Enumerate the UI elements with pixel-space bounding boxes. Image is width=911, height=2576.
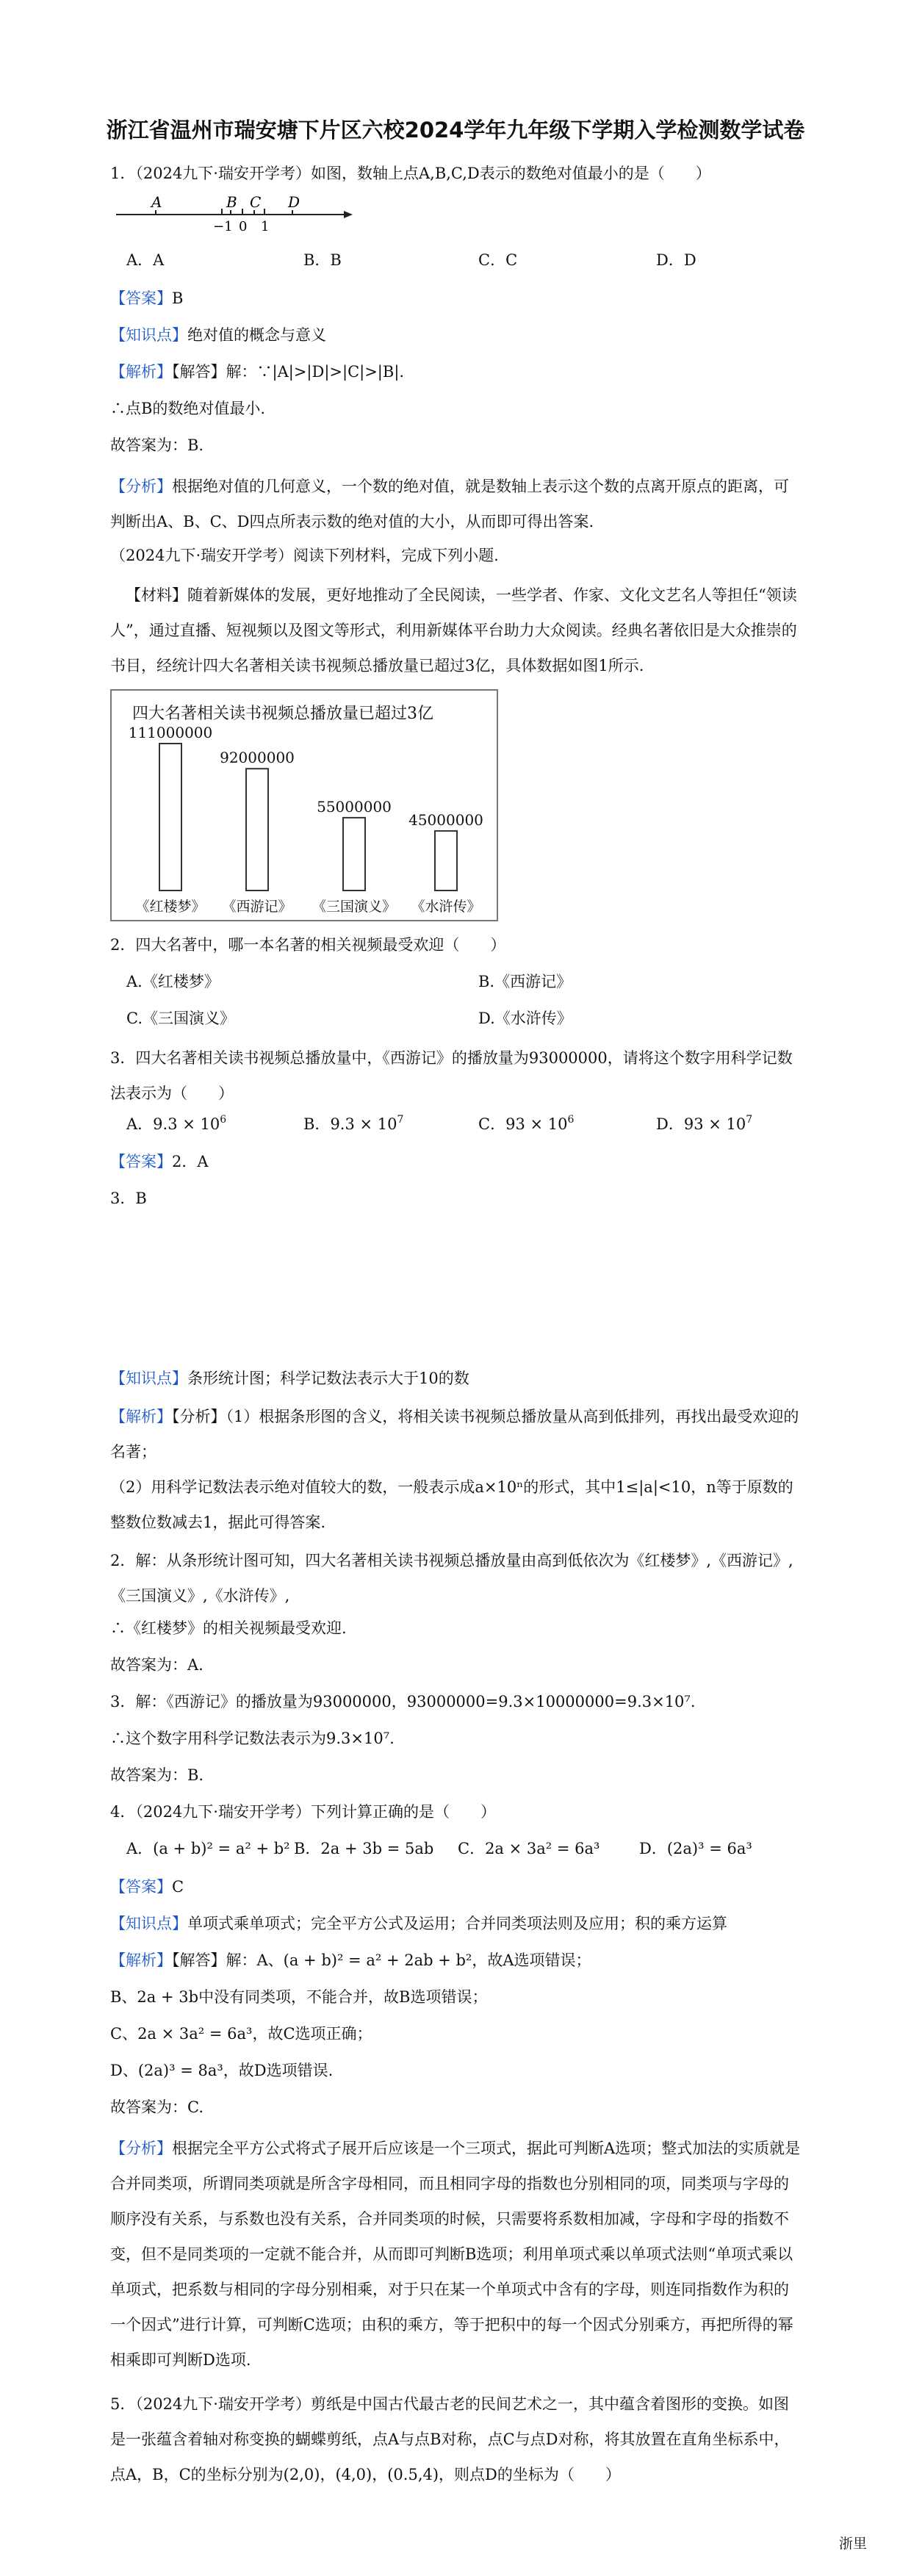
- q1-option-d: D．D: [656, 251, 696, 269]
- material-intro: （2024九下·瑞安开学考）阅读下列材料，完成下列小题.: [110, 547, 499, 564]
- q4-option-c: C．2a × 3a² = 6a³: [458, 1840, 600, 1857]
- q5-stem: 5．（2024九下·瑞安开学考）剪纸是中国古代最古老的民间艺术之一，其中蕴含着图形的变换。如图是一张蕴含着轴对称变换的蝴蝶剪纸，点A与点B对称，点C与点D对称，将其放置在直角坐标系中，点A，B，C的坐标分别为(2,0)，(4,0)，(0.5,4)，则点D的坐标为（ ）: [110, 2395, 790, 2483]
- bar-value-label: 45000000: [408, 810, 483, 829]
- category-label: 《西游记》: [222, 899, 292, 915]
- point-b-label: B: [226, 193, 237, 211]
- q1-analysis: [110, 469, 801, 539]
- q2-solution-a: 2．解：从条形统计图可知，四大名著相关读书视频总播放量由高到低依次为《红楼梦》,《西游记》,《三国演义》,《水浒传》,: [110, 1552, 793, 1605]
- q2-option-d: D.《水浒传》: [478, 1010, 572, 1027]
- knowledge-tag: 【知识点】: [110, 1370, 187, 1387]
- q3-stem: 3．四大名著相关读书视频总播放量中，《西游记》的播放量为93000000，请将这个数字用科学记数法表示为（ ）: [110, 1049, 793, 1102]
- q1-answer: [110, 287, 801, 310]
- category-label: 《水浒传》: [411, 899, 481, 915]
- tick-label-minus-one: −1: [213, 219, 233, 234]
- q4-knowledge: [110, 1912, 801, 1935]
- material-text: 【材料】随着新媒体的发展，更好地推动了全民阅读，一些学者、作家、文化文艺名人等担任“领读人”，通过直播、短视频以及图文等形式，利用新媒体平台助力大众阅读。经典名著依旧是大众推崇的书目，经统计四大名著相关读书视频总播放量已超过3亿，具体数据如图1所示.: [110, 586, 797, 674]
- q1-answer-value: B: [172, 289, 184, 307]
- category-label: 《红楼梦》: [135, 899, 206, 915]
- q2-solution-c: 故答案为：A.: [110, 1656, 204, 1674]
- answer-tag: 【答案】: [110, 1153, 172, 1170]
- knowledge-tag: 【知识点】: [110, 1915, 187, 1932]
- q1-option-c: C．C: [478, 251, 518, 269]
- page-footer: 浙里: [838, 2536, 867, 2552]
- q23-solution-text: 【分析】（1）根据条形图的含义，将相关读书视频总播放量从高到低排列，再找出最受欢迎的名著；: [110, 1408, 799, 1461]
- q4-solution-end: 故答案为：C.: [110, 2098, 204, 2116]
- q4-knowledge-text: 单项式乘单项式；完全平方公式及运用；合并同类项法则及应用；积的乘方运算: [187, 1915, 727, 1932]
- bar: [246, 769, 268, 891]
- category-label: 《三国演义》: [312, 899, 397, 915]
- answer-tag: 【答案】: [110, 1878, 172, 1896]
- q23-knowledge-text: 条形统计图；科学记数法表示大于10的数: [187, 1370, 469, 1387]
- q4-option-d: D．(2a)³ = 6a³: [639, 1840, 752, 1857]
- q4-solution-b: B、2a + 3b中没有同类项，不能合并，故B选项错误；: [110, 1988, 488, 2006]
- q4-option-a: A．(a + b)² = a² + b²: [126, 1840, 290, 1857]
- q2-option-b: B.《西游记》: [478, 973, 572, 990]
- q3-solution-a: 3．解：《西游记》的播放量为93000000，93000000=9.3×10000000=9.3×10⁷.: [110, 1693, 696, 1710]
- q2-solution-b: ∴《红楼梦》的相关视频最受欢迎.: [110, 1619, 347, 1637]
- bar-value-label: 111000000: [128, 724, 213, 741]
- answer-tag: 【答案】: [110, 289, 172, 307]
- q1-option-b: B．B: [303, 251, 342, 269]
- q1-knowledge: [110, 323, 801, 347]
- q1-knowledge-text: 绝对值的概念与意义: [187, 326, 326, 344]
- bar-value-label: 92000000: [220, 749, 295, 767]
- q23-answer: [110, 1150, 801, 1173]
- q3-option-b: B．$9.3 \times 10^7$: [303, 1114, 404, 1133]
- knowledge-tag: 【知识点】: [110, 326, 187, 344]
- bar-chart-svg: [112, 691, 497, 920]
- q3-solution-b: ∴这个数字用科学记数法表示为9.3×10⁷.: [110, 1730, 395, 1747]
- q3-option-a: A．$9.3 \times 10^6$: [126, 1114, 227, 1133]
- bar: [159, 744, 181, 891]
- bar-value-label: 55000000: [317, 797, 392, 816]
- q1-solution: [110, 360, 801, 384]
- bar: [343, 818, 365, 891]
- q23-knowledge: [110, 1367, 801, 1390]
- q23-solution: [110, 1399, 801, 1469]
- tick-label-zero: 0: [239, 219, 248, 234]
- q2-option-a: A.《红楼梦》: [126, 973, 220, 990]
- analysis-tag: 【分析】: [110, 2140, 172, 2157]
- point-c-label: C: [250, 193, 262, 211]
- q1-solution-line3: 故答案为：B.: [110, 436, 204, 454]
- q4-solution-text: 【解答】解：A、(a + b)² = a² + 2ab + b²，故A选项错误；: [172, 1951, 591, 1969]
- q3-option-d: D．$93 \times 10^7$: [656, 1114, 753, 1133]
- q1-option-a: A．A: [126, 251, 165, 269]
- number-line-arrow-icon: [344, 211, 353, 218]
- q4-solution: [110, 1949, 801, 1972]
- analysis-tag: 【分析】: [110, 478, 172, 495]
- solution-tag: 【解析】: [110, 1951, 172, 1969]
- number-line: [110, 193, 360, 237]
- q3-option-c: C．$93 \times 10^6$: [478, 1114, 575, 1133]
- q4-answer: [110, 1875, 801, 1899]
- q1-solution-text: 【解答】解：∵|A|>|D|>|C|>|B|.: [172, 363, 405, 381]
- q4-analysis-text: 根据完全平方公式将式子展开后应该是一个三项式，据此可判断A选项；整式加法的实质就是合并同类项，所谓同类项就是所含字母相同，而且相同字母的指数也分别相同的项，同类项与字母的顺序没有关系，与系数也没有关系，合并同类项的时候，只需要将系数相加减，字母和字母的指数不变，但不是同类项的一定就不能合并，从而即可判断B选项；利用单项式乘以单项式法则“单项式乘以单项式，把系数与相同的字母分别相乘，对于只在某一个单项式中含有的字母，则连同指数作为积的一个因式”进行计算，可判断C选项；由积的乘方，等于把积中的每一个因式分别乘方，再把所得的幂相乘即可判断D选项.: [110, 2140, 801, 2369]
- bar: [435, 831, 457, 891]
- q4-stem: 4．（2024九下·瑞安开学考）下列计算正确的是（ ）: [110, 1803, 496, 1821]
- q2-stem: 2．四大名著中，哪一本名著的相关视频最受欢迎（ ）: [110, 936, 506, 954]
- q4-solution-c: C、2a × 3a² = 6a³，故C选项正确；: [110, 2025, 372, 2043]
- q3-answer-value: 3．B: [110, 1190, 147, 1207]
- q4-answer-value: C: [172, 1878, 184, 1896]
- q3-solution-c: 故答案为：B.: [110, 1766, 204, 1784]
- q2-option-c: C.《三国演义》: [126, 1010, 235, 1027]
- page-title: 浙江省温州市瑞安塘下片区六校2024学年九年级下学期入学检测数学试卷: [106, 118, 805, 143]
- tick-label-one: 1: [261, 219, 270, 234]
- bar-chart: [110, 689, 498, 921]
- point-a-label: A: [151, 193, 162, 211]
- q2-answer-value: 2．A: [172, 1153, 209, 1170]
- q4-analysis: [110, 2131, 801, 2378]
- q1-analysis-text: 根据绝对值的几何意义，一个数的绝对值，就是数轴上表示这个数的点离开原点的距离，可判断出A、B、C、D四点所表示数的绝对值的大小，从而即可得出答案.: [110, 478, 789, 530]
- q1-solution-line2: ∴点B的数绝对值最小.: [110, 400, 266, 417]
- q4-solution-d: D、(2a)³ = 8a³，故D选项错误.: [110, 2062, 334, 2079]
- point-d-label: D: [288, 193, 300, 211]
- q1-stem: 1．（2024九下·瑞安开学考）如图，数轴上点A,B,C,D表示的数绝对值最小的是（ ）: [110, 165, 711, 182]
- solution-tag: 【解析】: [110, 363, 172, 381]
- solution-tag: 【解析】: [110, 1408, 172, 1425]
- q4-option-b: B．2a + 3b = 5ab: [294, 1840, 434, 1857]
- chart-title: 四大名著相关读书视频总播放量已超过3亿: [132, 705, 433, 723]
- q23-solution-p2: （2）用科学记数法表示绝对值较大的数，一般表示成a×10ⁿ的形式，其中1≤|a|<10，n等于原数的整数位数减去1，据此可得答案.: [110, 1478, 793, 1531]
